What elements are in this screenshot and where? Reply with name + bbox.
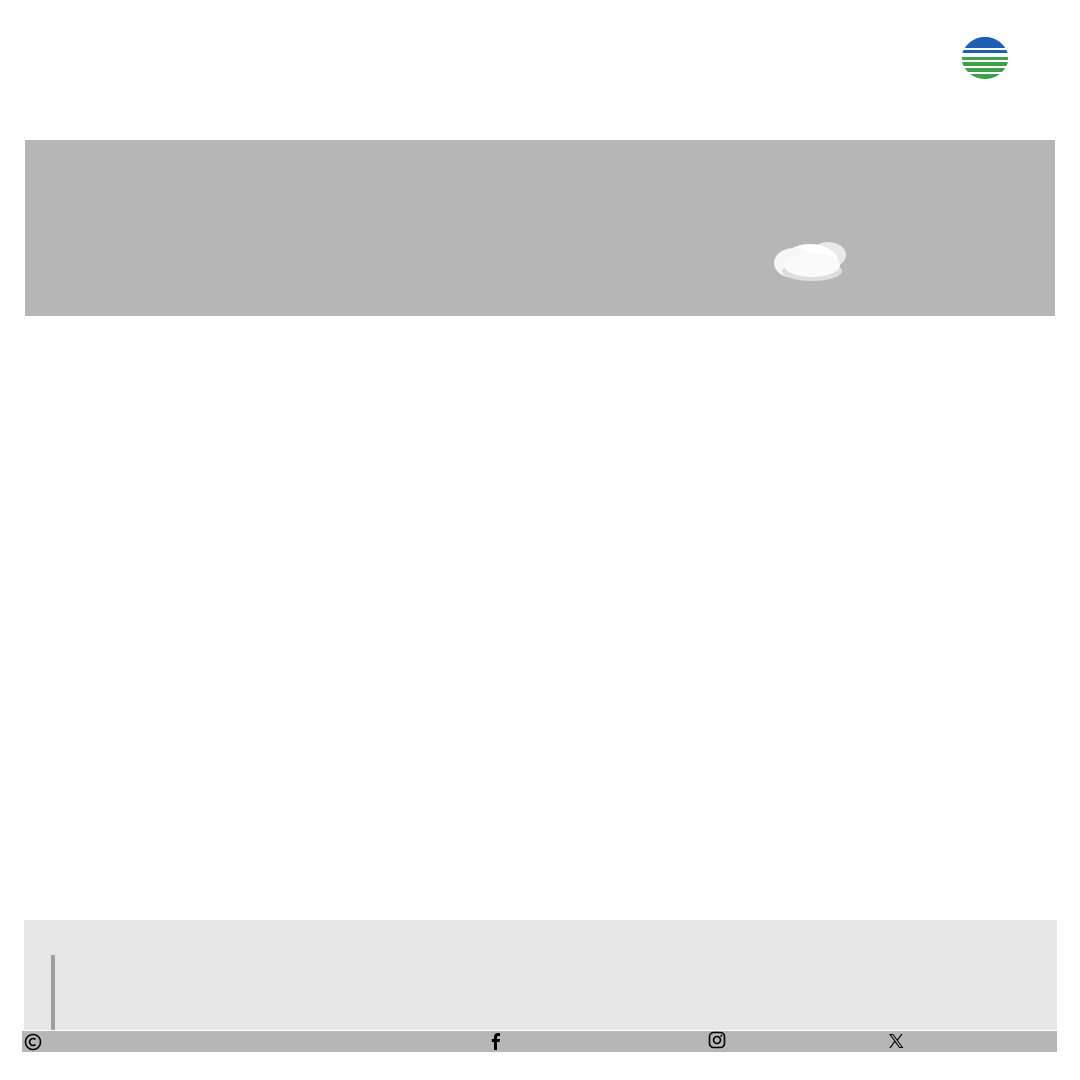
instagram-link[interactable] — [708, 1031, 730, 1049]
copyright-icon — [24, 1033, 42, 1051]
facebook-icon — [487, 1032, 505, 1050]
cloud-icon — [770, 235, 855, 285]
facebook-link[interactable] — [487, 1032, 509, 1050]
qr-code[interactable] — [924, 924, 1030, 1030]
footer — [24, 920, 1057, 1030]
bmkg-logo — [956, 34, 1014, 102]
x-icon — [887, 1032, 905, 1050]
bottom-bar — [22, 1031, 1057, 1052]
accent-bar — [51, 955, 55, 1030]
copyright — [24, 1033, 46, 1051]
instagram-icon — [708, 1031, 726, 1049]
temperature-chart — [0, 460, 1080, 600]
x-link[interactable] — [887, 1032, 909, 1050]
bmkg-emblem-icon — [956, 34, 1014, 84]
current-panel — [25, 140, 1055, 316]
